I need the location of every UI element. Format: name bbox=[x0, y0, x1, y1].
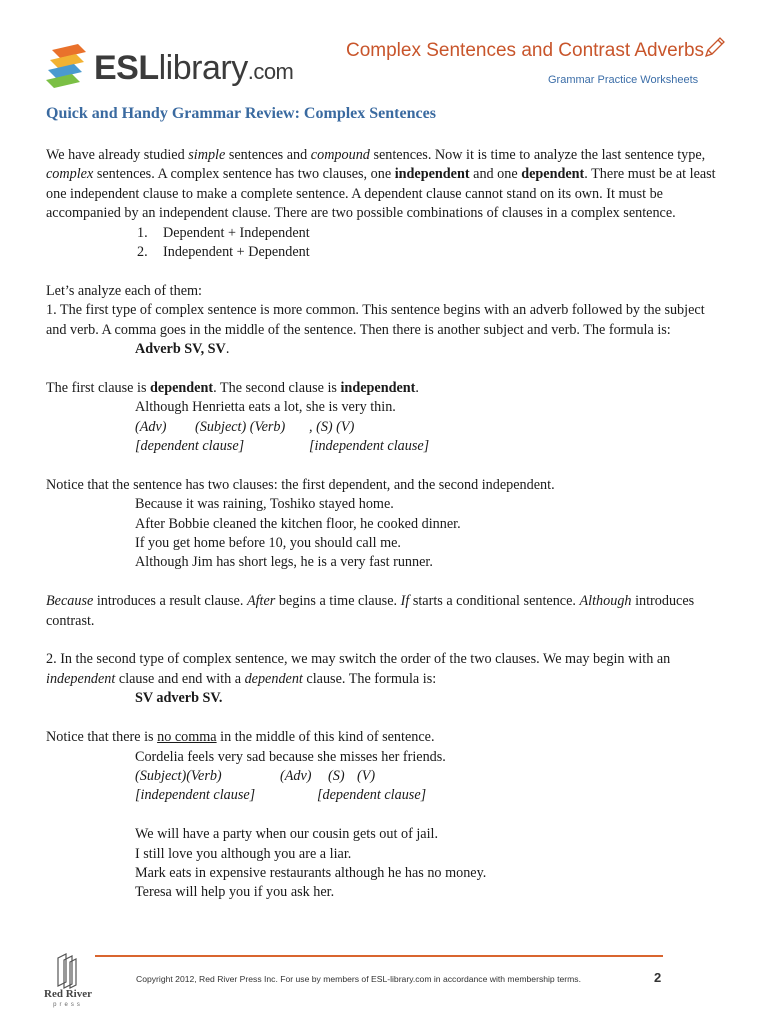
type1-formula: Adverb SV, SV bbox=[135, 341, 226, 358]
list-item: Mark eats in expensive restaurants although he has no money. bbox=[135, 864, 487, 881]
list-item: I still love you although you are a liar. bbox=[135, 845, 352, 862]
adverb-explanation: Because introduces a result clause. After begins a time clause. If starts a conditional sentence. Although introduces contrast. bbox=[46, 593, 695, 629]
publisher-name: Red River bbox=[44, 988, 92, 1000]
worksheet-subtitle: Grammar Practice Worksheets bbox=[548, 74, 699, 86]
logo-esl: ESL bbox=[94, 49, 159, 87]
publisher-press: press bbox=[53, 1002, 83, 1008]
grammar-review-body bbox=[46, 146, 726, 903]
type1-labels: (Adv) (Subject) (Verb) , (S) (V) bbox=[135, 418, 355, 435]
type1-notice: Notice that the sentence has two clauses: the first dependent, and the second independent. bbox=[46, 476, 555, 493]
footer-divider bbox=[95, 955, 663, 957]
type2-notice: Notice that there is no comma in the middle of this kind of sentence. bbox=[46, 729, 435, 746]
type2-clause-labels: [independent clause] [dependent clause] bbox=[135, 787, 427, 804]
type2-description: 2. In the second type of complex sentence, we may switch the order of the two clauses. We may begin with an independent clause and end with a dependent clause. The formula is: bbox=[46, 651, 671, 687]
type2-formula: SV adverb SV. bbox=[135, 690, 223, 707]
list-item: 2. Independent + Dependent bbox=[137, 244, 310, 261]
list-item: Teresa will help you if you ask her. bbox=[135, 884, 335, 901]
list-item: If you get home before 10, you should call me. bbox=[135, 535, 401, 552]
list-item: Although Jim has short legs, he is a very fast runner. bbox=[135, 554, 433, 571]
book-stack-icon bbox=[44, 42, 90, 90]
list-item: Because it was raining, Toshiko stayed home. bbox=[135, 496, 394, 513]
type2-example: Cordelia feels very sad because she misses her friends. bbox=[135, 748, 446, 765]
logo-com: .com bbox=[247, 59, 294, 84]
worksheet-title: Complex Sentences and Contrast Adverbs bbox=[346, 40, 705, 61]
analyze-line: Let’s analyze each of them: bbox=[46, 282, 202, 299]
list-item: 1. Dependent + Independent bbox=[137, 224, 310, 241]
page-number: 2 bbox=[654, 970, 662, 985]
esl-library-logo bbox=[44, 42, 294, 90]
type1-clause-note: The first clause is dependent. The second clause is independent. bbox=[46, 379, 419, 396]
logo-library: library bbox=[158, 49, 248, 87]
list-item: After Bobbie cleaned the kitchen floor, he cooked dinner. bbox=[135, 515, 461, 532]
list-item: We will have a party when our cousin gets out of jail. bbox=[135, 826, 439, 843]
type1-example: Although Henrietta eats a lot, she is very thin. bbox=[135, 399, 396, 416]
type1-clause-labels: [dependent clause] [independent clause] bbox=[135, 438, 430, 455]
section-title: Quick and Handy Grammar Review: Complex Sentences bbox=[46, 105, 436, 122]
copyright-notice: Copyright 2012, Red River Press Inc. For use by members of ESL-library.com in accordance with membership terms. bbox=[136, 974, 581, 984]
type1-description: 1. The first type of complex sentence is more common. This sentence begins with an adverb followed by the subject and verb. A comma goes in the middle of the sentence. Then there is another subject and verb. The formula is:Adverb SV, SV. bbox=[46, 302, 705, 358]
pencil-icon bbox=[702, 36, 726, 60]
type2-labels: (Subject)(Verb) (Adv) (S) (V) bbox=[135, 767, 376, 784]
logo-wordmark bbox=[94, 48, 293, 92]
intro-paragraph: We have already studied simple sentences and compound sentences. Now it is time to analyze the last sentence type, complex sentences. A complex sentence has two clauses, one independent and one dependent. There must be at least one independent clause to make a complete sentence. A dependent clause cannot stand on its own. It must be accompanied by an independent clause. There are two possible combinations of clauses in a complex sentence. bbox=[46, 147, 716, 222]
